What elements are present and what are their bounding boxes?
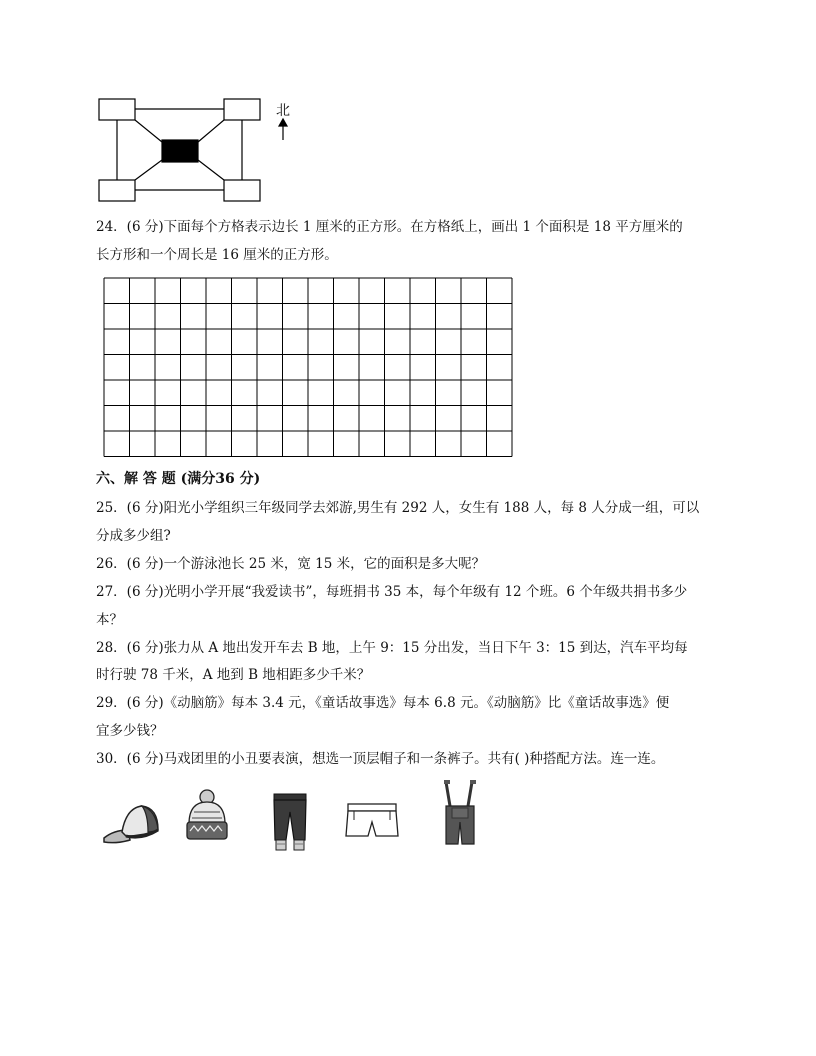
baseball-cap-icon[interactable]: [96, 800, 160, 848]
question-24-line-1: 24．(6 分)下面每个方格表示边长 1 厘米的正方形。在方格纸上，画出 1 个面积是 18 平方厘米的: [96, 219, 683, 235]
question-24-line-2: 长方形和一个周长是 16 厘米的正方形。: [96, 247, 338, 263]
question-29-line-2: 宜多少钱？: [96, 723, 164, 739]
map-center-block: [162, 140, 198, 162]
question-27-line-1: 27．(6 分)光明小学开展“我爱读书”，每班捐书 35 本，每个年级有 12 个班。6 个年级共捐书多少: [96, 584, 688, 600]
long-pants-icon[interactable]: [268, 792, 312, 854]
question-27-line-2: 本？: [96, 612, 123, 628]
knit-beanie-icon[interactable]: [182, 788, 232, 844]
question-25-line-1: 25．(6 分)阳光小学组织三年级同学去郊游,男生有 292 人，女生有 188 人，每 8 人分成一组，可以: [96, 500, 700, 516]
map-corner-box: [99, 99, 135, 120]
map-corner-box: [224, 99, 260, 120]
shorts-icon[interactable]: [344, 800, 400, 842]
overalls-icon[interactable]: [440, 778, 480, 848]
map-corner-box: [99, 180, 135, 201]
north-label: 北: [276, 103, 290, 119]
question-30-line-1: 30．(6 分)马戏团里的小丑要表演，想选一顶层帽子和一条裤子。共有( )种搭配方法。连一连。: [96, 751, 665, 767]
question-29-line-1: 29．(6 分)《动脑筋》每本 3.4 元，《童话故事选》每本 6.8 元。《动脑筋》比《童话故事选》便: [96, 695, 670, 711]
north-arrow-icon: [279, 119, 287, 140]
question-28-line-2: 时行驶 78 千米，A 地到 B 地相距多少千米？: [96, 667, 371, 683]
map-diagram: [0, 0, 816, 210]
question-25-line-2: 分成多少组?: [96, 528, 171, 544]
square-grid-paper[interactable]: [103, 277, 513, 457]
map-corner-box: [224, 180, 260, 201]
question-26-line-1: 26．(6 分)一个游泳池长 25 米，宽 15 米，它的面积是多大呢？: [96, 556, 486, 572]
question-28-line-1: 28．(6 分)张力从 A 地出发开车去 B 地，上午 9：15 分出发，当日下午 3：15 到达，汽车平均每: [96, 640, 688, 656]
section-6-title: 六、解 答 题 (满分36 分): [96, 471, 261, 487]
